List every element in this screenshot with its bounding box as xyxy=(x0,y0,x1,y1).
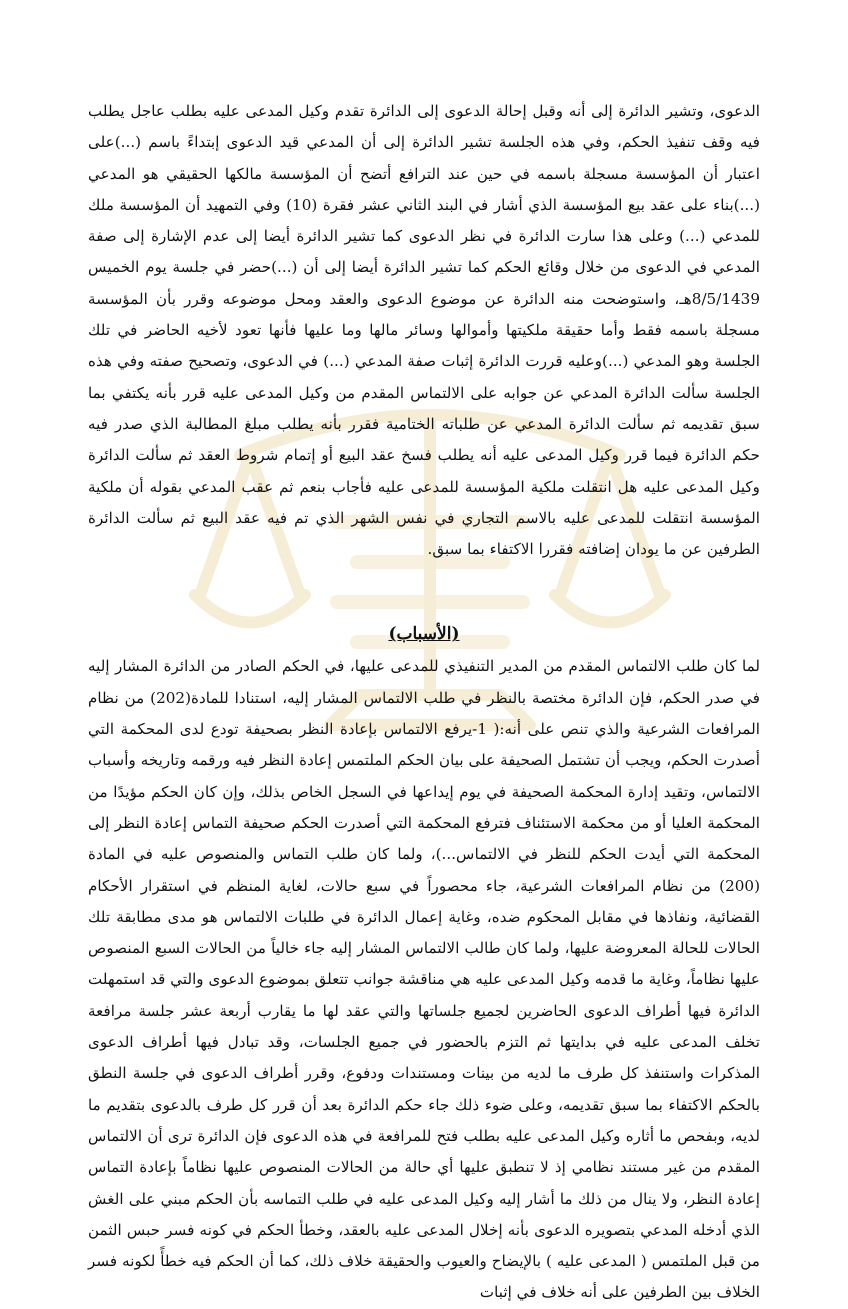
reasons-paragraph: لما كان طلب الالتماس المقدم من المدير التنفيذي للمدعى عليها، في الحكم الصادر من الدائرة المشار إليه في صدر الحكم، فإن الدائرة مختصة بالنظر في طلب الالتماس المشار إليه، استنادا للمادة(202) من نظام المرافعات الشرعية والذي تنص على أنه:( 1-يرفع الالتماس بإعادة النظر بصحيفة تودع لدى المحكمة التي أصدرت الحكم، ويجب أن تشتمل الصحيفة على بيان الحكم الملتمس إعادة النظر فيه ورقمه وتاريخه وأسباب الالتماس، وتقيد إدارة المحكمة الصحيفة في يوم إيداعها في السجل الخاص بذلك، وإن كان الحكم مؤيدًا من المحكمة العليا أو من محكمة الاستئناف فترفع المحكمة التي أصدرت الحكم صحيفة التماس إعادة النظر إلى المحكمة التي أيدت الحكم للنظر في الالتماس...)، ولما كان طلب التماس والمنصوص عليه في المادة (200) من نظام المرافعات الشرعية، جاء محصوراً في سبع حالات، لغاية المنظم في استقرار الأحكام القضائية، ونفاذها في مقابل المحكوم ضده، وغاية إعمال الدائرة في طلبات الالتماس هو مدى مطابقة تلك الحالات للحالة المعروضة عليها، ولما كان طالب الالتماس المشار إليه جاء خالياً من الحالات السبع المنصوص عليها نظاماً، وغاية ما قدمه وكيل المدعى عليه هي مناقشة جوانب تتعلق بموضوع الدعوى والتي قد استمهلت الدائرة فيها أطراف الدعوى الحاضرين لجميع جلساتها والتي عقد لها ما يقارب أربعة عشر جلسة مرافعة تخلف المدعى عليه في بدايتها ثم التزم بالحضور في جميع الجلسات، وقد تبادل فيها أطراف الدعوى المذكرات واستنفذ كل طرف ما لديه من بينات ومستندات ودفوع، وقرر أطراف الدعوى في جلسة النطق بالحكم الاكتفاء بما سبق تقديمه، وعلى ضوء ذلك جاء حكم الدائرة بعد أن قرر كل طرف بالدعوى بتقديم ما لديه، وبفحص ما أثاره وكيل المدعى عليه بطلب فتح للمرافعة في هذه الدعوى فإن الدائرة ترى أن الالتماس المقدم من غير مستند نظامي إذ لا تنطبق عليها أي حالة من الحالات المنصوص عليها نظاماً بإعادة التماس إعادة النظر، ولا ينال من ذلك ما أشار إليه وكيل المدعى عليه في طلب التماسه بأن الحكم مبني على الغش الذي أدخله المدعي بتصويره الدعوى بأنه إخلال المدعى عليه بالعقد، وخطأ الحكم في كونه فسر حبس الثمن من قبل الملتمس ( المدعى عليه ) بالإيضاح والعيوب والحقيقة خلاف ذلك، كما أن الحكم فيه خطأً لكونه فسر الخلاف بين الطرفين على أنه خلاف في إثبات xyxy=(88,657,760,1302)
case-proceedings-paragraph: الدعوى، وتشير الدائرة إلى أنه وقبل إحالة الدعوى إلى الدائرة تقدم وكيل المدعى عليه بطلب عاجل يطلب فيه وقف تنفيذ الحكم، وفي هذه الجلسة تشير الدائرة إلى أن المدعي قيد الدعوى إبتداءً باسم (...)على اعتبار أن المؤسسة مسجلة باسمه في حين عند الترافع أتضح أن المؤسسة مالكها الحقيقي هو المدعي (...)بناء على عقد بيع المؤسسة الذي أشار في البند الثاني عشر فقرة (10) وفي التمهيد أن المؤسسة ملك للمدعي (...) وعلى هذا سارت الدائرة في نظر الدعوى كما تشير الدائرة أيضا إلى عدم الإشارة إلى صفة المدعي في الدعوى من خلال وقائع الحكم كما تشير الدائرة أيضا إلى أن (...)حضر في جلسة يوم الخميس 8/5/1439هـ، واستوضحت منه الدائرة عن موضوع الدعوى والعقد ومحل موضوعه وقرر بأن المؤسسة مسجلة باسمه فقط وأما حقيقة ملكيتها وأموالها وسائر مالها وما عليها فأنها تعود لأخيه الحاضر في تلك الجلسة وهو المدعي (...)وعليه قررت الدائرة إثبات صفة المدعي (...) في الدعوى، وتصحيح صفته وفي هذه الجلسة سألت الدائرة المدعي عن جوابه على الالتماس المقدم من وكيل المدعى عليه قرر بأنه يكتفي بما سبق تقديمه ثم سألت الدائرة المدعي عن طلباته الختامية فقرر بأنه يطلب مبلغ المطالبة الذي صدر فيه حكم الدائرة فيما قرر وكيل المدعى عليه أنه يطلب فسخ عقد البيع أو إتمام شروط العقد ثم سألت الدائرة وكيل المدعى عليه هل انتقلت ملكية المؤسسة للمدعى عليه فأجاب بنعم ثم عقب المدعي بقوله أن ملكية المؤسسة انتقلت للمدعى عليه بالاسم التجاري في نفس الشهر الذي تم فيه عقد البيع ثم سألت الدائرة الطرفين عن ما يودان إضافته فقررا الاكتفاء بما سبق. xyxy=(88,102,761,559)
reasons-heading xyxy=(88,619,760,649)
document-page xyxy=(88,96,760,1309)
reasons-heading-text: (الأسباب) xyxy=(388,624,460,645)
